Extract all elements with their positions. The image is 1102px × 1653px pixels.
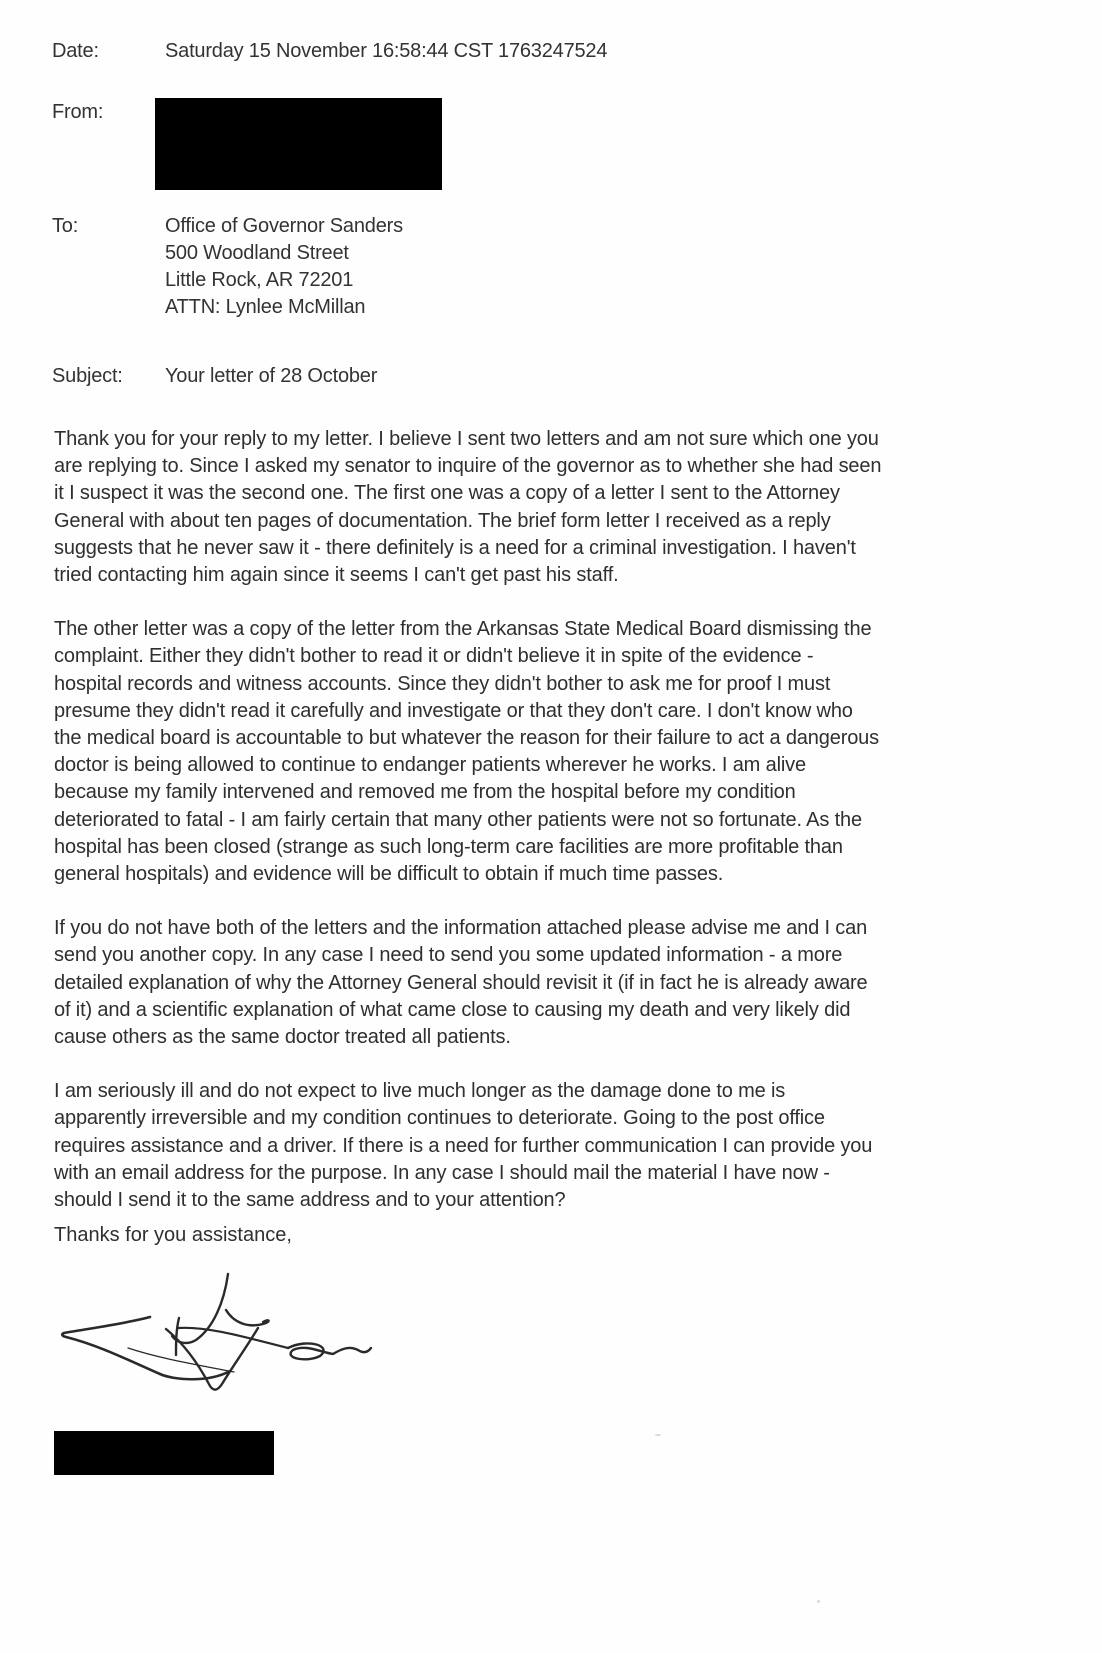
text-line: presume they didn't read it carefully and investigate or that they don't care. I don't know who [54,699,853,722]
text-line: complaint. Either they didn't bother to read it or didn't believe it in spite of the evidence - [54,645,814,668]
signature-icon [58,1268,378,1403]
text-line: are replying to. Since I asked my senator to inquire of the governor as to whether she had seen [54,455,882,478]
to-label: To: [52,215,79,237]
text-line: If you do not have both of the letters and the information attached please advise me and I can [54,917,868,940]
text-line: deteriorated to fatal - I am fairly certain that many other patients were not so fortunate. As the [54,808,862,831]
from-label: From: [52,101,104,123]
text-line: detailed explanation of why the Attorney General should revisit it (if in fact he is already aware [54,971,868,994]
scan-speck [655,1434,661,1436]
text-line: because my family intervened and removed me from the hospital before my condition [54,781,796,804]
from-redaction-box [155,98,442,190]
text-line: cause others as the same doctor treated all patients. [54,1026,511,1049]
text-line: apparently irreversible and my condition continues to deteriorate. Going to the post office [54,1107,825,1130]
text-line: the medical board is accountable to but whatever the reason for their failure to act a dangerous [54,727,879,750]
text-line: I am seriously ill and do not expect to live much longer as the damage done to me is [54,1080,786,1103]
text-line: suggests that he never saw it - there definitely is a need for a criminal investigation. I haven't [54,536,856,559]
to-address-line: 500 Woodland Street [165,242,349,264]
to-address-line: Office of Governor Sanders [165,215,403,237]
scan-speck [817,1600,820,1603]
text-line: doctor is being allowed to continue to endanger patients wherever he works. I am alive [54,754,806,777]
text-line: hospital has been closed (strange as such long-term care facilities are more profitable than [54,835,843,858]
text-line: tried contacting him again since it seems I can't get past his staff. [54,564,619,587]
text-line: Thank you for your reply to my letter. I believe I sent two letters and am not sure which one you [54,428,879,450]
text-line: it I suspect it was the second one. The first one was a copy of a letter I sent to the Attorney [54,482,840,505]
text-line: should I send it to the same address and to your attention? [54,1189,566,1212]
text-line: of it) and a scientific explanation of what came close to causing my death and very likely did [54,998,851,1021]
date-label: Date: [52,40,99,62]
body-paragraph-2 [54,616,1014,888]
subject-label: Subject: [52,365,123,387]
text-line: The other letter was a copy of the letter from the Arkansas State Medical Board dismissing the [54,618,872,641]
closing-line: Thanks for you assistance, [54,1224,292,1246]
text-line: requires assistance and a driver. If there is a need for further communication I can provide you [54,1134,873,1157]
to-address-block [165,213,403,321]
body-paragraph-3 [54,915,1014,1051]
signer-name-redaction-box [54,1431,274,1475]
to-address-line: Little Rock, AR 72201 [165,269,354,291]
letter-body [54,426,1014,1241]
subject-value: Your letter of 28 October [165,365,378,387]
body-paragraph-1 [54,426,1014,589]
text-line: hospital records and witness accounts. Since they didn't bother to ask me for proof I must [54,672,831,695]
body-paragraph-4 [54,1078,1014,1214]
to-address-line: ATTN: Lynlee McMillan [165,296,366,318]
text-line: general hospitals) and evidence will be difficult to obtain if much time passes. [54,863,724,886]
text-line: General with about ten pages of documentation. The brief form letter I received as a reply [54,509,831,532]
text-line: with an email address for the purpose. In any case I should mail the material I have now - [54,1161,830,1184]
text-line: send you another copy. In any case I need to send you some updated information - a more [54,944,843,967]
date-value: Saturday 15 November 16:58:44 CST 1763247524 [165,40,608,62]
